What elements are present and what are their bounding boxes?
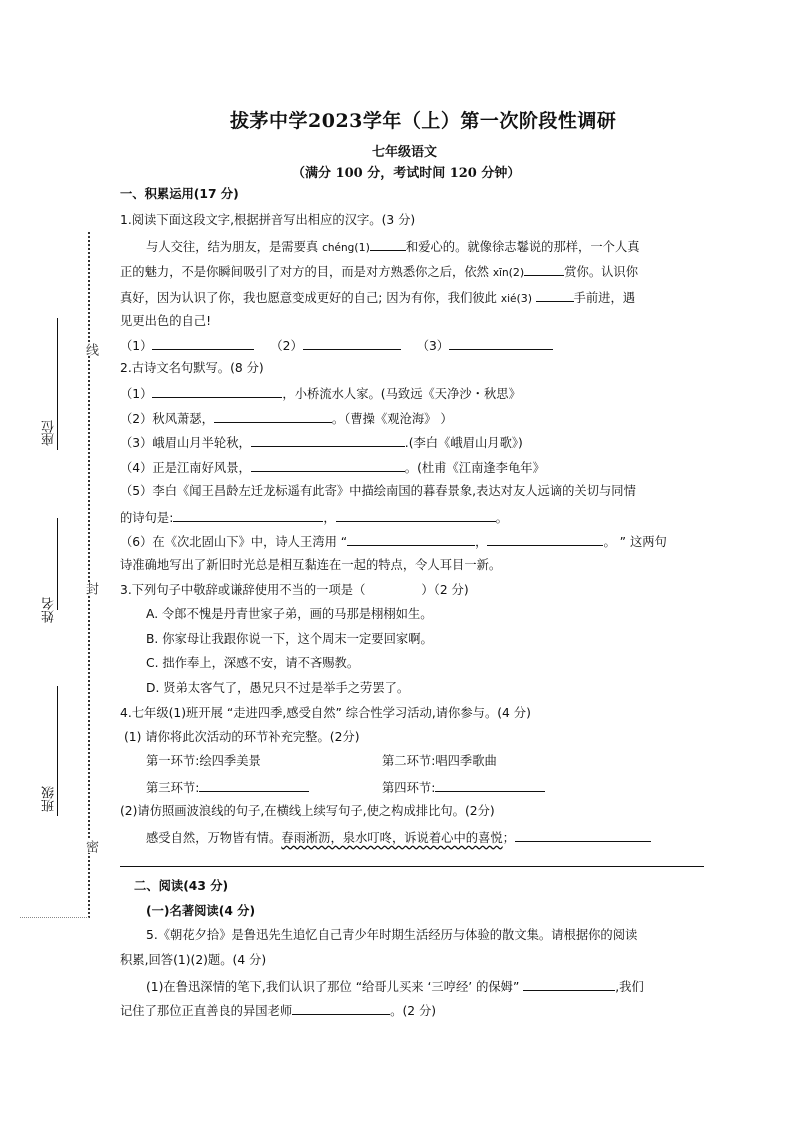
q2-item-1 xyxy=(120,386,521,400)
q2-text: （3）峨眉山月半轮秋， xyxy=(120,436,251,450)
q2-item-6-cont: 诗准确地写出了新旧时光总是相互黏连在一起的特点，令人耳目一新。 xyxy=(120,558,502,572)
q2-text: （6）在《次北固山下》中，诗人王湾用 “ xyxy=(120,535,348,549)
q1-blank-1[interactable] xyxy=(370,239,406,251)
q4-answer-line[interactable] xyxy=(120,866,704,867)
q1-passage-line1 xyxy=(146,239,640,254)
q2-item-5-answer xyxy=(120,510,508,524)
q2-item-4 xyxy=(120,460,545,474)
q1-text: 手前进，遇 xyxy=(573,291,636,305)
q2-text: （4）正是江南好风景， xyxy=(120,461,251,475)
q4-blank-continue[interactable] xyxy=(515,830,651,842)
name-label: 姓名 xyxy=(42,597,57,623)
q5-text: 记住了那位正直善良的异国老师 xyxy=(120,1004,293,1018)
q2-blank-5a[interactable] xyxy=(173,510,323,522)
q1-text: 正的魅力，不是你瞬间吸引了对方的目，而是对方熟悉你之后，依然 xyxy=(120,265,493,279)
q1-mark-2: (2) xyxy=(508,266,525,279)
q3-prompt xyxy=(120,584,469,596)
q2-blank-6a[interactable] xyxy=(347,534,475,546)
q1-pinyin-2: xīn xyxy=(492,267,509,279)
q5-blank-1[interactable] xyxy=(523,979,615,991)
q4-sub2: (2)请仿照画波浪线的句子,在横线上续写句子,使之构成排比句。(2分) xyxy=(120,804,495,818)
q4-prompt: 4.七年级(1)班开展 “走进四季,感受自然” 综合性学习活动,请你参与。(4 分) xyxy=(120,706,531,720)
q5-sub1-line1 xyxy=(146,979,644,993)
q2-text: ，小桥流水人家。(马致远《天净沙・秋思》 xyxy=(282,387,521,401)
score-note: （满分 100 分，考试时间 120 分钟） xyxy=(292,166,521,181)
section2-heading: 二、阅读(43 分) xyxy=(134,879,229,893)
q1-answer-row xyxy=(120,338,553,352)
q1-text: 真好，因为认识了你，我也愿意变成更好的自己; 因为有你，我们彼此 xyxy=(120,291,501,305)
q5-text: (1)在鲁迅深情的笔下,我们认识了那位 “给哥儿买来 ‘三哼经’ 的保姆” xyxy=(146,980,524,994)
q2-text: 。 ” 这两句 xyxy=(603,535,667,549)
seal-mark-feng: 封 xyxy=(83,582,98,595)
q2-blank-2[interactable] xyxy=(214,411,332,423)
q4-stage-3 xyxy=(146,780,309,794)
q3-text: ）（2 分) xyxy=(421,583,469,597)
q4-sub1: (1) 请你将此次活动的环节补充完整。(2分) xyxy=(124,730,360,744)
q2-blank-5b[interactable] xyxy=(336,510,496,522)
q1-mark-1: (1) xyxy=(354,241,370,254)
q1-answer-field-1[interactable] xyxy=(152,338,254,350)
q3-option-a[interactable]: A. 令郎不愧是丹青世家子弟，画的马那是栩栩如生。 xyxy=(146,607,433,621)
q4-text: ； xyxy=(502,831,515,845)
q2-blank-4[interactable] xyxy=(251,460,405,472)
q4-stage-1: 第一环节:绘四季美景 xyxy=(146,754,261,768)
q4-wavy-sentence: 春雨淅沥，泉水叮咚，诉说着心中的喜悦 xyxy=(281,831,503,845)
q4-blank-stage3[interactable] xyxy=(199,780,309,792)
q2-blank-1[interactable] xyxy=(152,386,282,398)
q1-blank-2[interactable] xyxy=(524,264,564,276)
q5-text: ,我们 xyxy=(615,980,644,994)
q2-text: ， xyxy=(475,535,488,549)
q2-prompt: 2.古诗文名句默写。(8 分) xyxy=(120,361,264,375)
q5-line-1: 5.《朝花夕拾》是鲁迅先生追忆自己青少年时期生活经历与体验的散文集。请根据你的阅读 xyxy=(146,928,638,942)
q2-text: （1） xyxy=(120,387,153,401)
q2-item-6 xyxy=(120,534,667,548)
q2-text: 。 xyxy=(495,511,508,525)
q1-answer-label-3: （3） xyxy=(416,339,450,353)
seal-mark-xian: 线 xyxy=(83,343,98,356)
q4-stage-4 xyxy=(382,780,545,794)
q1-passage-line4: 见更出色的自己! xyxy=(120,314,212,328)
q1-text: 与人交往，结为朋友，是需要真 xyxy=(146,240,323,254)
q4-stage-2: 第二环节:唱四季歌曲 xyxy=(382,754,497,768)
q1-prompt: 1.阅读下面这段文字,根据拼音写出相应的汉字。(3 分) xyxy=(120,213,416,227)
q2-text: ， xyxy=(323,511,336,525)
q4-text: 第三环节: xyxy=(146,781,200,795)
q4-sentence xyxy=(146,830,651,844)
q2-item-2 xyxy=(120,411,453,425)
q1-answer-label-2: （2） xyxy=(270,339,303,353)
q2-item-3 xyxy=(120,435,523,449)
q1-pinyin-1: chéng xyxy=(322,242,355,254)
q1-answer-field-2[interactable] xyxy=(303,338,401,350)
page-subtitle: 七年级语文 xyxy=(372,145,438,160)
q3-option-d[interactable]: D. 贤弟太客气了，愚兄只不过是举手之劳罢了。 xyxy=(146,681,410,695)
q2-item-5: （5）李白《闻王昌龄左迁龙标遥有此寄》中描绘南国的暮春景象,表达对友人远谪的关切与同情 xyxy=(120,484,636,498)
q1-answer-field-3[interactable] xyxy=(449,338,553,350)
page-title: 拔茅中学2023学年（上）第一次阶段性调研 xyxy=(230,110,617,132)
q1-answer-label-1: （1） xyxy=(120,339,153,353)
q5-blank-2[interactable] xyxy=(292,1003,390,1015)
section2-subheading: (一)名著阅读(4 分) xyxy=(146,904,256,918)
q3-text: 3.下列句子中敬辞或谦辞使用不当的一项是（ xyxy=(120,583,366,597)
q1-text: 赏你。认识你 xyxy=(564,265,639,279)
binding-dotted-line xyxy=(88,232,90,918)
q3-option-b[interactable]: B. 你家母让我跟你说一下，这个周末一定要回家啊。 xyxy=(146,632,433,646)
seal-mark-mi: 密 xyxy=(83,840,98,853)
q1-passage-line3 xyxy=(120,290,635,305)
q2-text: 的诗句是: xyxy=(120,511,174,525)
q2-text: 。（曹操《观沧海》 ） xyxy=(331,412,453,426)
q1-text: 和爱心的。就像徐志鬈说的那样，一个人真 xyxy=(405,240,640,254)
q4-text: 第四环节: xyxy=(382,781,436,795)
q1-passage-line2 xyxy=(120,264,638,279)
q4-text: 感受自然，万物皆有情。 xyxy=(146,831,282,845)
class-label: 班级 xyxy=(42,786,57,812)
q2-text: 。(杜甫《江南逢李龟年》 xyxy=(404,461,545,475)
q1-mark-3: (3) xyxy=(516,292,536,305)
section1-heading: 一、积累运用(17 分) xyxy=(120,187,239,201)
q1-pinyin-3: xié xyxy=(500,293,517,305)
q2-blank-6b[interactable] xyxy=(487,534,603,546)
binding-cut-line xyxy=(20,917,89,918)
seat-label: 座位 xyxy=(42,420,57,446)
q2-blank-3[interactable] xyxy=(251,435,405,447)
q5-line-2: 积累,回答(1)(2)题。(4 分) xyxy=(120,953,267,967)
q2-text: （2）秋风萧瑟， xyxy=(120,412,214,426)
q4-blank-stage4[interactable] xyxy=(435,780,545,792)
q3-option-c[interactable]: C. 拙作奉上，深感不安，请不吝赐教。 xyxy=(146,656,360,670)
q2-text: .(李白《峨眉山月歌》) xyxy=(404,436,523,450)
q5-sub1-line2 xyxy=(120,1003,436,1017)
q1-blank-3[interactable] xyxy=(536,290,574,302)
q5-text: 。(2 分) xyxy=(390,1004,437,1018)
